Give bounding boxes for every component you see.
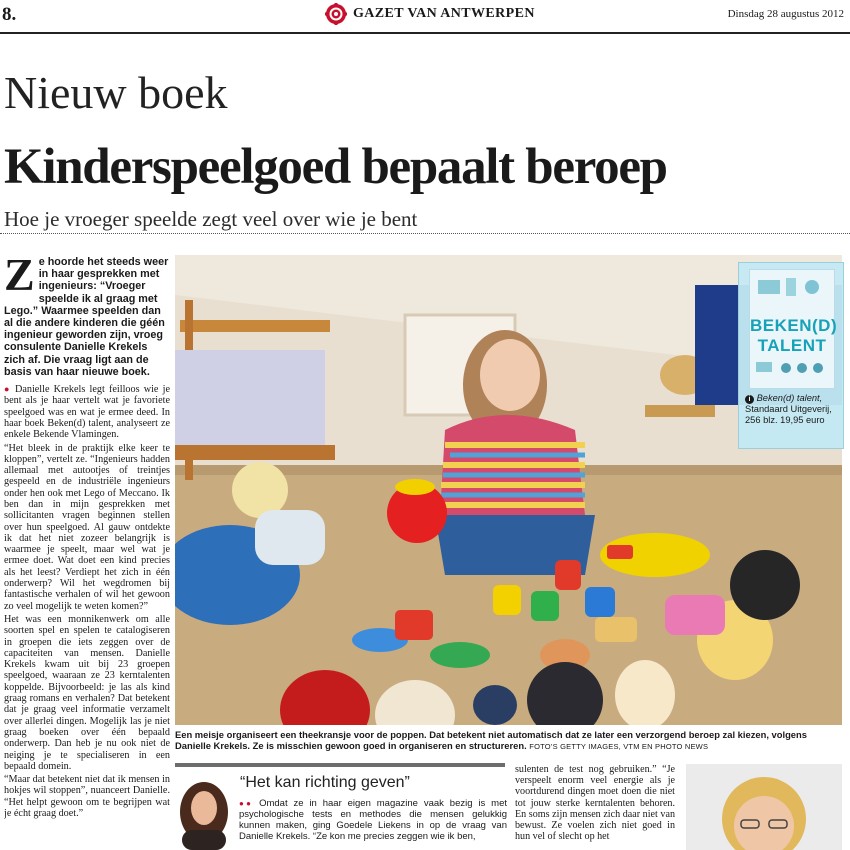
book-cover-title: TALENT <box>757 336 827 355</box>
body-paragraph: Het was een monnikenwerk om alle soorten spel en spelen te catalogiseren in groepen die iets zeggen over de capaciteiten van mensen. Danielle Krekels kwam uit bij 23 groepen speelgoed, waaraan ze 23 kerntalenten koppelde. Bijvoorbeeld: je las als kind graag romans en verhalen? Dat betekent dat je graag veel informatie verzamelt over allerlei dingen. Mogelijk las je niet graag boeken over één bepaald onderwerp. Dan heb je nu ook niet de neiging je te specialiseren in een bepaald domein. <box>4 613 170 772</box>
book-info-details: Standaard Uitgeverij, 256 blz. 19,95 euro <box>745 404 832 425</box>
photo-credit: FOTO’S GETTY IMAGES, VTM EN PHOTO NEWS <box>529 742 709 751</box>
info-icon: i <box>745 395 754 404</box>
bullet-icon: ● <box>4 384 15 395</box>
rose-logo-icon <box>325 3 347 25</box>
article-lead <box>4 256 170 378</box>
book-cover <box>749 269 838 389</box>
second-portrait <box>686 764 842 850</box>
lead-text: e hoorde het steeds weer in haar gesprekken met ingenieurs: “Vroeger speelde ik al graag met Lego.” Waarmee speelden dan al die andere kinderen die géén ingenieur geworden zijn, vroeg consulente Danielle Krekels zich af. Die vraag ligt aan de basis van haar nieuwe boek. <box>4 256 169 378</box>
drop-cap: Z <box>4 256 35 300</box>
article-text-column <box>4 256 170 850</box>
interview-portrait <box>176 778 232 850</box>
second-column-text <box>515 764 675 850</box>
second-column-body: sulenten de test nog gebruiken.” “Je verspeelt enorm veel energie als je voortdurend dingen moet doen die niet tot jouw sterke kerntalenten behoren. En soms zijn mensen zich daar niet van bewust. Ze voelen zich niet goed in hun vel of slecht op het <box>515 764 675 843</box>
header-rule <box>0 32 850 34</box>
interview-body: Omdat ze in haar eigen magazine vaak bezig is met psychologische tests en methodes die mensen gelukkig kunnen maken, ging Goedele Liekens in op de vraag van Danielle Krekels. “Ze kon me precies zeggen wie ik ben, <box>239 798 507 842</box>
body-paragraph: “Maar dat betekent niet dat ik mensen in hokjes wil stoppen”, nuanceert Danielle. “Het helpt gewoon om te begrijpen wat je écht graag doet.” <box>4 774 170 820</box>
subheadline-divider <box>0 233 850 234</box>
section-kicker: Nieuw boek <box>4 67 228 118</box>
caption-text: Een meisje organiseert een theekransje voor de poppen. Dat betekent niet automatisch dat ze later een verzorgend beroep zal kiezen, volgens Danielle Krekels. Ze is misschien gewoon goed in organiseren en structureren. <box>175 729 807 751</box>
book-info <box>745 393 839 426</box>
dateline: Dinsdag 28 augustus 2012 <box>727 8 844 20</box>
photo-caption <box>175 729 842 752</box>
book-info-title: Beken(d) talent, <box>756 393 823 403</box>
body-paragraph: “Het bleek in de praktijk elke keer te kloppen”, vertelt ze. “Ingenieurs hadden allemaal met autootjes of treintjes gespeeld en de industriële ingenieurs onder hen ook met Lego of Meccano. Ik ben dan in mijn gesprekken met sollicitanten vragen beginnen stellen over hun speelgoed. Al gauw ontdekte ik dat het niet zozeer belangrijk is waarmee je speelt, maar wel wat je ermee doet. Wat doet een kind precies als het leest? Verdiept het zich in één onderwerp? Wil het wegdromen bij fantastische verhalen of wil het gewoon zo veel mogelijk te weten komen?” <box>4 442 170 612</box>
interview-heading: “Het kan richting geven” <box>240 774 410 791</box>
body-paragraph-text: Danielle Krekels legt feilloos wie je bent als je haar vertelt wat je favoriete speelgoed was en wat je ermee deed. In haar boek Beken(d) talent, analyseert ze enkele Bekende Vlamingen. <box>4 384 170 441</box>
masthead <box>325 3 535 25</box>
bullet-icon: ●● <box>239 799 254 808</box>
paper-name: GAZET VAN ANTWERPEN <box>353 6 535 21</box>
interview-rule <box>175 763 505 767</box>
body-paragraph <box>4 384 170 440</box>
book-cover-title: BEKEN(D) <box>750 316 838 335</box>
interview-text <box>239 798 507 850</box>
subheadline: Hoe je vroeger speelde zegt veel over wie je bent <box>4 207 418 231</box>
book-promo-box <box>738 262 844 449</box>
headline: Kinderspeelgoed bepaalt beroep <box>4 139 667 195</box>
page-number: 8. <box>2 4 17 25</box>
